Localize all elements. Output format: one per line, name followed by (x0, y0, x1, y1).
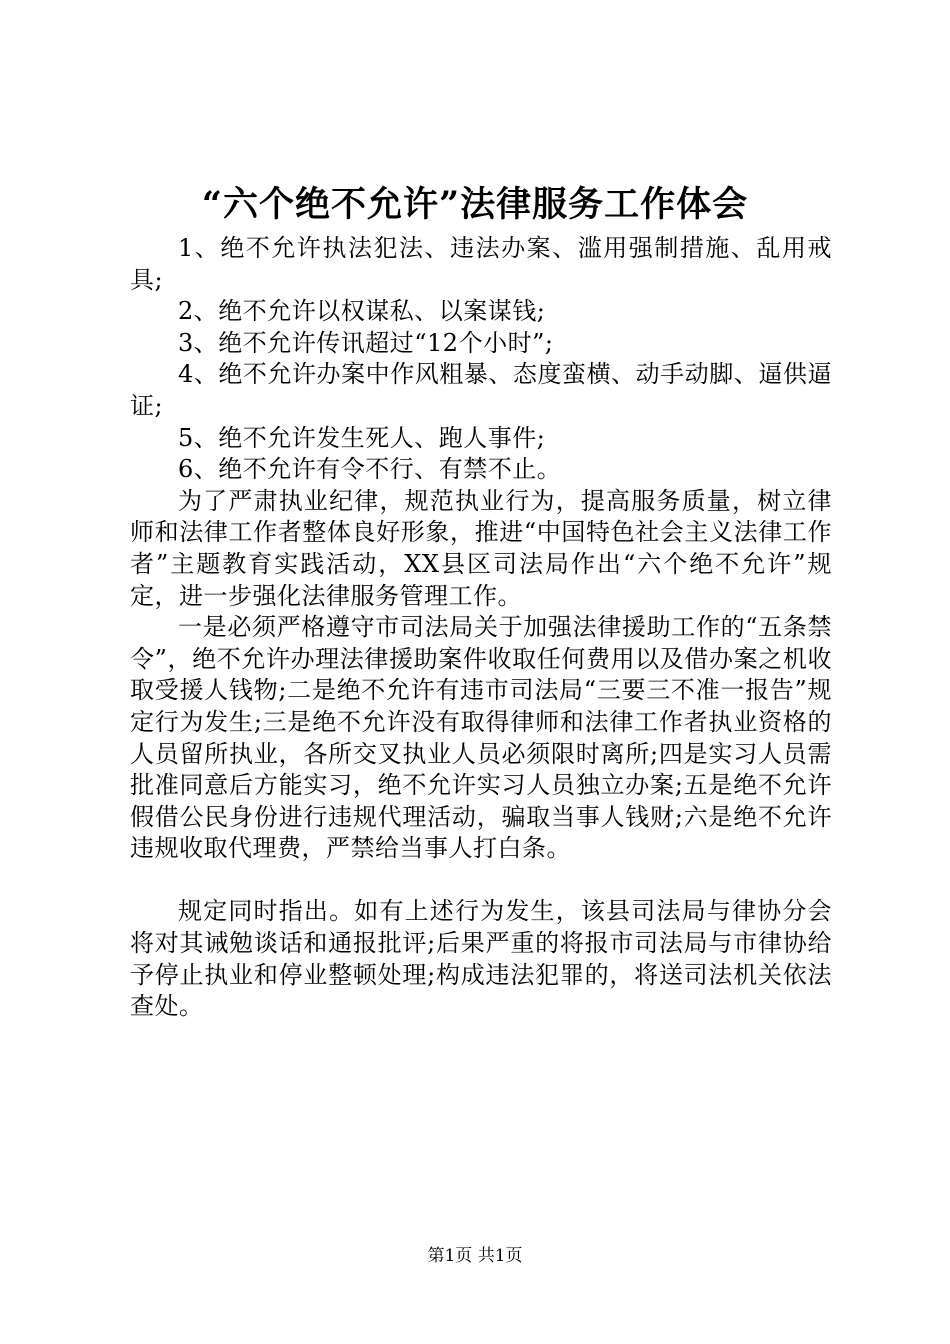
rule-item-2: 2、绝不允许以权谋私、以案谋钱; (178, 297, 546, 326)
body-paragraph-purpose: 为了严肃执业纪律，规范执业行为，提高服务质量，树立律师和法律工作者整体良好形象，推进“中国特色社会主义法律工作者”主题教育实践活动，XX县区司法局作出“六个绝不允许”规定，进一步强化法律服务管理工作。 (130, 486, 832, 610)
document-title: “六个绝不允许”法律服务工作体会 (201, 184, 749, 225)
rule-item-5: 5、绝不允许发生死人、跑人事件; (178, 423, 546, 452)
document-body (130, 233, 832, 1023)
rule-item-3: 3、绝不允许传讯超过“12个小时”; (178, 328, 554, 357)
body-paragraph-details: 一是必须严格遵守市司法局关于加强法律援助工作的“五条禁令”，绝不允许办理法律援助案件收取任何费用以及借办案之机收取受援人钱物;二是绝不允许有违市司法局“三要三不准一报告”规定行为发生;三是绝不允许没有取得律师和法律工作者执业资格的人员留所执业，各所交叉执业人员必须限时离所;四是实习人员需批准同意后方能实习，绝不允许实习人员独立办案;五是绝不允许假借公民身份进行违规代理活动，骗取当事人钱财;六是绝不允许违规收取代理费，严禁给当事人打白条。 (130, 613, 832, 863)
rule-item-6: 6、绝不允许有令不行、有禁不止。 (178, 455, 562, 484)
body-paragraph-penalties: 规定同时指出。如有上述行为发生，该县司法局与律协分会将对其诫勉谈话和通报批评;后果严重的将报市司法局与市律协给予停止执业和停业整顿处理;构成违法犯罪的，将送司法机关依法查处。 (130, 897, 832, 1021)
page-number-footer: 第1页 共1页 (427, 1246, 523, 1266)
rule-item-1: 1、绝不允许执法犯法、违法办案、滥用强制措施、乱用戒具; (130, 234, 832, 294)
rule-item-4: 4、绝不允许办案中作风粗暴、态度蛮横、动手动脚、逼供逼证; (130, 360, 832, 420)
